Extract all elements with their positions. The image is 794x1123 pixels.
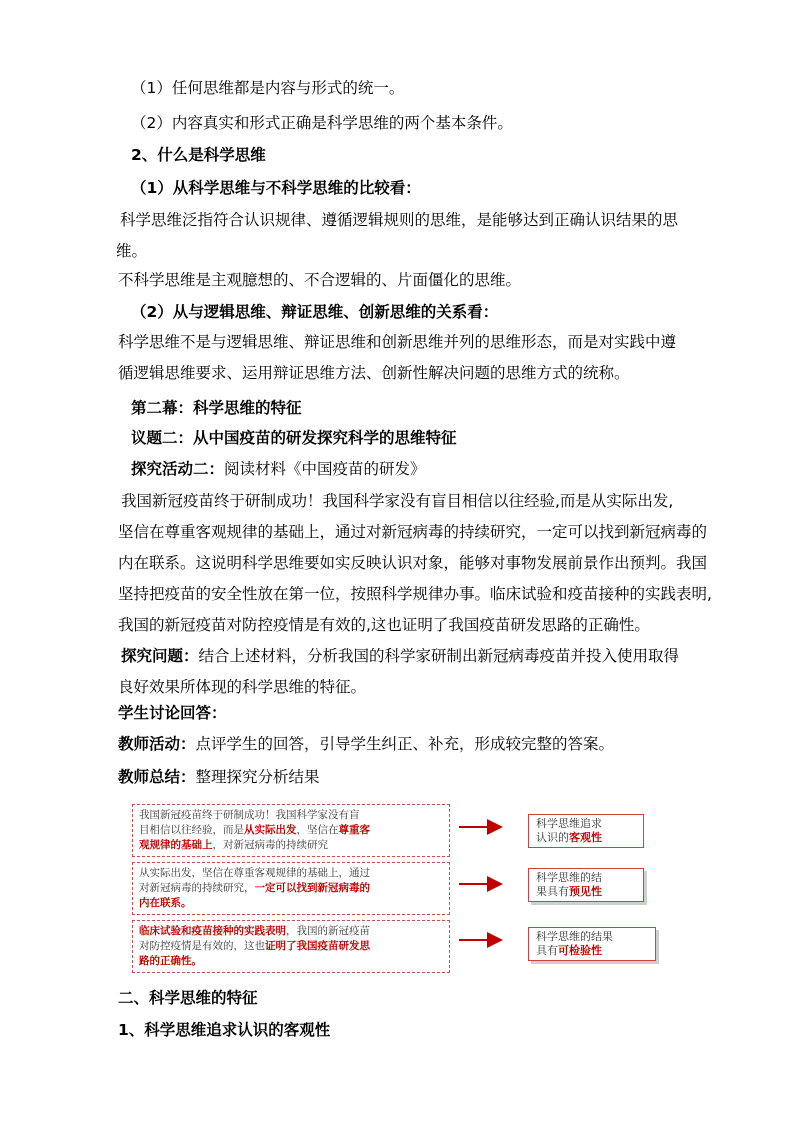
paragraph (118, 327, 706, 389)
text-line: （1）任何思维都是内容与形式的统一。 (131, 79, 405, 97)
result-text: 果具有 (536, 885, 569, 898)
result-text: 科学思维的结 (536, 871, 602, 884)
highlight-text: 客观性 (569, 831, 602, 844)
result-box-1 (528, 814, 644, 848)
material-paragraph (118, 486, 712, 641)
box-text: 对防控疫情是有效的，这也 (139, 940, 265, 952)
result-text (536, 944, 648, 958)
label: 探究问题： (121, 647, 199, 665)
box-text: 我国新冠疫苗终于研制成功！我国科学家没有盲 (139, 809, 360, 821)
text: 点评学生的回答，引导学生纠正、补充，形成较完整的答案。 (195, 735, 615, 753)
highlight-text: 证明了我国疫苗研发思 (265, 940, 370, 952)
result-text: 认识的 (536, 831, 569, 844)
result-text: 科学思维的结果 (536, 930, 613, 943)
text-line: 内在联系。这说明科学思维要如实反映认识对象，能够对事物发展前景作出预判。我国 (118, 554, 708, 572)
text-line: 科学思维泛指符合认识规律、遵循逻辑规则的思维，是能够达到正确认识结果的思 (120, 211, 679, 229)
section-heading: 二、科学思维的特征 (118, 989, 258, 1007)
subsection-heading: （2）从与逻辑思维、辩证思维、创新思维的关系看： (131, 303, 499, 321)
question-paragraph (118, 641, 706, 703)
highlight-text: 尊重客 (338, 824, 370, 836)
activity-line (131, 459, 426, 479)
box-text: ，我国的新冠疫苗 (286, 925, 370, 937)
result-text: 具有 (536, 944, 558, 957)
teacher-summary-line (118, 767, 320, 787)
highlight-text: 临床试验和疫苗接种的实践表明 (139, 925, 286, 937)
highlight-text: 可检验性 (558, 944, 602, 957)
result-text (536, 885, 636, 899)
text-line: 坚信在尊重客观规律的基础上，通过对新冠病毒的持续研究，一定可以找到新冠病毒的 (118, 523, 708, 541)
text-line: （2）内容真实和形式正确是科学思维的两个基本条件。 (131, 114, 513, 132)
box-text: ，对新冠病毒的持续研究 (212, 839, 328, 851)
topic-heading: 议题二：从中国疫苗的研发探究科学的思维特征 (131, 429, 457, 447)
text-line: 我国的新冠疫苗对防控疫情是有效的,这也证明了我国疫苗研发思路的正确性。 (118, 616, 650, 634)
text-line: 良好效果所体现的科学思维的特征。 (118, 678, 367, 696)
analysis-figure (126, 800, 666, 972)
highlight-text: 内在联系。 (139, 897, 192, 909)
subsection-heading: 1、科学思维追求认识的客观性 (118, 1021, 331, 1039)
text: 整理探究分析结果 (195, 768, 320, 786)
section-heading: 2、什么是科学思维 (131, 146, 266, 164)
text: 结合上述材料，分析我国的科学家研制出新冠病毒疫苗并投入使用取得 (198, 647, 680, 665)
label: 教师活动： (118, 735, 196, 753)
text-line: 我国新冠疫苗终于研制成功！我国科学家没有盲目相信以往经验,而是从实际出发, (121, 492, 674, 510)
text-line: 不科学思维是主观臆想的、不合逻辑的、片面僵化的思维。 (118, 271, 522, 289)
label: 教师总结： (118, 768, 196, 786)
text: 阅读材料《中国疫苗的研发》 (224, 460, 426, 478)
box-text: 对新冠病毒的持续研究， (139, 882, 255, 894)
highlight-text: 预见性 (569, 885, 602, 898)
discussion-label: 学生讨论回答： (118, 704, 227, 722)
result-text (536, 831, 636, 845)
teacher-activity-line (118, 734, 614, 754)
box-text: ，坚信在 (296, 824, 339, 836)
text-line: 科学思维不是与逻辑思维、辩证思维和创新思维并列的思维形态，而是对实践中遵 (118, 333, 677, 351)
highlight-text: 观规律的基础上 (139, 839, 213, 851)
paragraph (118, 205, 706, 267)
text-line: 循逻辑思维要求、运用辩证思维方法、创新性解决问题的思维方式的统称。 (118, 364, 630, 382)
text-line: 维。 (116, 242, 148, 260)
subsection-heading: （1）从科学思维与不科学思维的比较看： (131, 179, 421, 197)
highlight-text: 从实际出发 (244, 824, 297, 836)
result-box-3 (528, 927, 656, 961)
label: 探究活动二： (131, 460, 225, 478)
box-text: 从实际出发，坚信在尊重客观规律的基础上，通过 (139, 867, 370, 879)
highlight-text: 路的正确性。 (139, 955, 202, 967)
highlight-text: 一定可以找到新冠病毒的 (254, 882, 370, 894)
text-line (118, 641, 706, 672)
text-line: 坚持把疫苗的安全性放在第一位，按照科学规律办事。临床试验和疫苗接种的实践表明, (118, 585, 712, 603)
result-text: 科学思维追求 (536, 817, 602, 830)
box-text: 目相信以往经验，而是 (139, 824, 244, 836)
act-heading: 第二幕：科学思维的特征 (131, 399, 302, 417)
result-box-2 (528, 868, 644, 902)
